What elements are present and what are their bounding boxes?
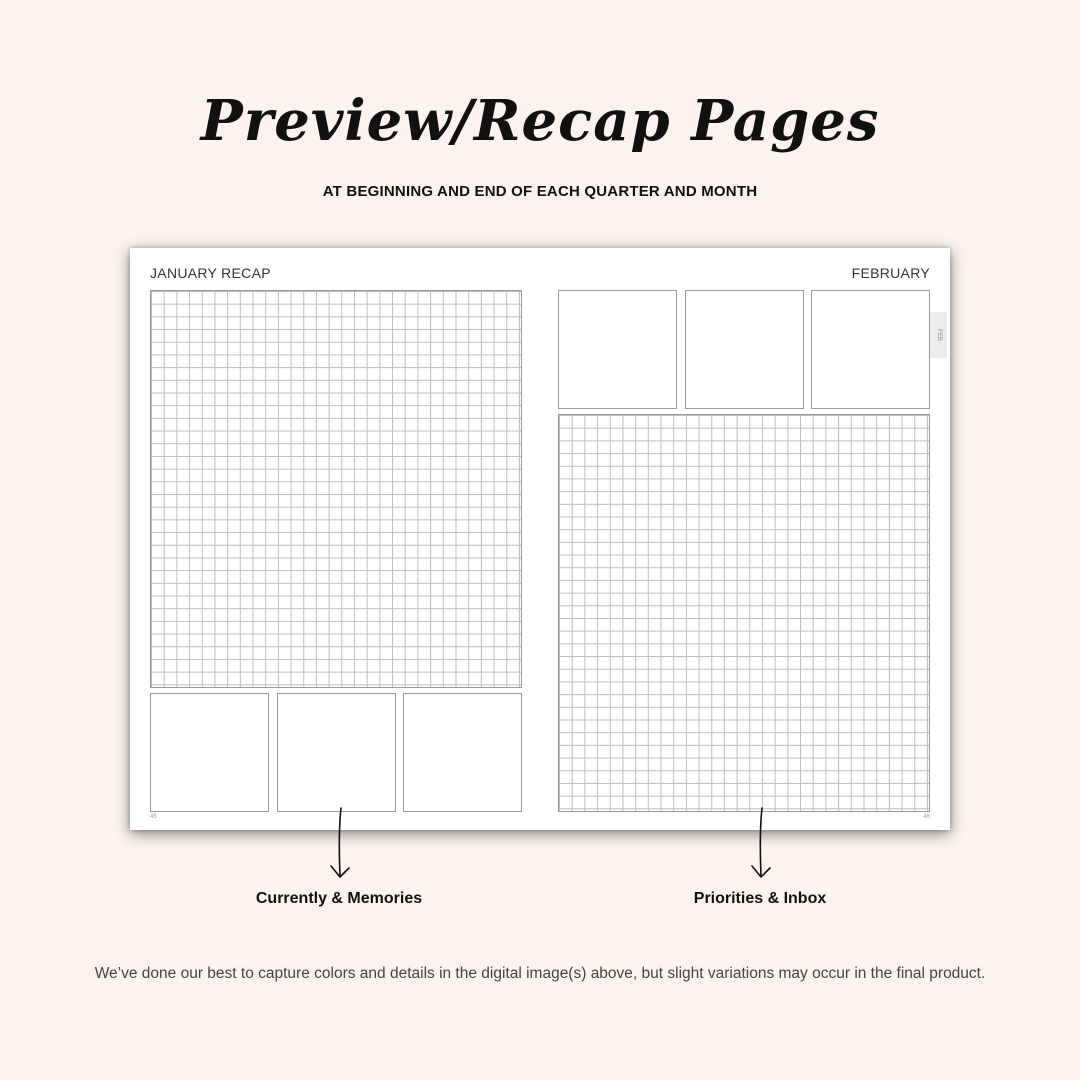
left-page-number: 45 (150, 814, 157, 820)
month-tab[interactable] (930, 312, 947, 358)
page-subtitle: AT BEGINNING AND END OF EACH QUARTER AND MONTH (322, 183, 758, 200)
arrow-down-icon (746, 806, 776, 886)
callout-right-label: Priorities & Inbox (693, 890, 827, 907)
right-box-1 (558, 290, 677, 409)
left-box-2 (277, 693, 396, 812)
left-grid-area (150, 290, 522, 688)
month-tab-label: FEB (935, 329, 942, 341)
page-title: Preview/Recap Pages (200, 88, 880, 154)
left-box-1 (150, 693, 269, 812)
disclaimer-text: We’ve done our best to capture colors and details in the digital image(s) above, but slight variations may occur in the final product. (94, 965, 986, 982)
right-box-3 (811, 290, 930, 409)
right-page-heading: FEBRUARY (851, 265, 930, 281)
arrow-down-icon (325, 806, 355, 886)
callout-left-label: Currently & Memories (255, 890, 423, 907)
planner-spread (130, 248, 950, 830)
right-page-number: 46 (923, 814, 930, 820)
right-box-2 (685, 290, 804, 409)
left-page-heading: JANUARY RECAP (150, 265, 271, 281)
left-box-3 (403, 693, 522, 812)
right-grid-area (558, 414, 930, 812)
